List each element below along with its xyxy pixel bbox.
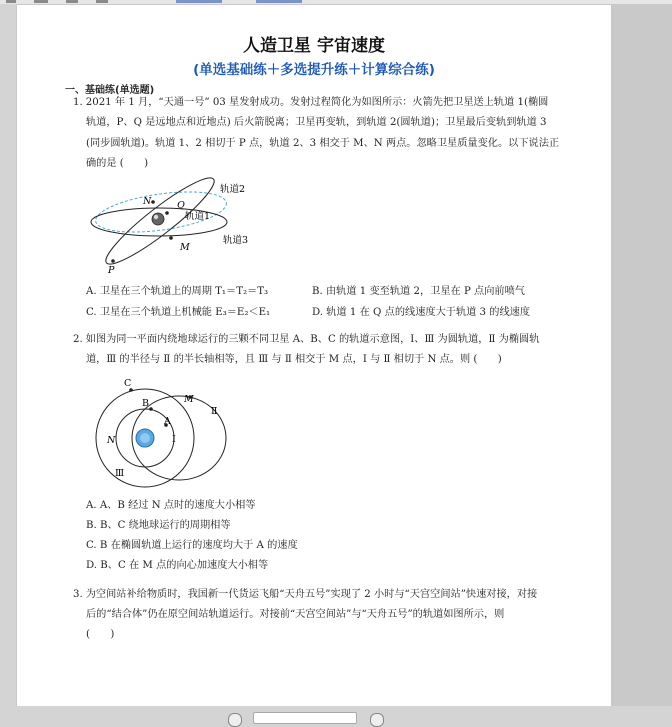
toolbar-button[interactable] (66, 0, 78, 3)
question-1-line: 1. 2021 年 1 月，“天通一号” 03 星发射成功。发射过程简化为如图所示：火箭先把卫星送上轨道 1(椭圆 (73, 97, 549, 108)
earth-icon (152, 213, 164, 225)
toolbar-button[interactable] (6, 0, 16, 3)
document-page (16, 4, 612, 708)
point-label: N (143, 196, 152, 207)
question-3-line: 后的“结合体”仍在原空间站轨道运行。对接前“天宫空间站”与“天舟五号”的轨道如图所示，则 (86, 609, 505, 620)
page-number-input[interactable] (253, 712, 357, 724)
option-a: A. 卫星在三个轨道上的周期 T₁＝T₂＝T₃ (86, 286, 269, 297)
point-label: M (184, 394, 194, 405)
point-label: C (124, 378, 132, 389)
question-2-figure (87, 371, 237, 491)
option-c: C. 卫星在三个轨道上机械能 E₃＝E₂＜E₁ (86, 307, 271, 318)
orbit-label: Ⅰ (172, 434, 176, 445)
section-heading: 一、基础练(单选题) (65, 85, 155, 96)
next-page-button[interactable] (370, 713, 384, 727)
toolbar-button[interactable] (256, 0, 302, 3)
point-label: Q (177, 200, 185, 211)
question-1-line: (同步圆轨道)。轨道 1、2 相切于 P 点，轨道 2、3 相交于 M、N 两点。忽略卫星质量变化。以下说法正 (86, 138, 560, 149)
option-a: A. A、B 经过 N 点时的速度大小相等 (86, 500, 256, 511)
orbit-label: 轨道3 (223, 235, 249, 246)
point-p (111, 259, 115, 263)
earth-highlight (140, 433, 150, 443)
point-label: A (164, 416, 171, 427)
question-1-line: 确的是 ( ) (86, 158, 149, 169)
point-n (151, 200, 155, 204)
question-3-line: 3. 为空间站补给物质时，我国新一代货运飞船“天舟五号”实现了 2 小时与“天宫空间站”快速对接，对接 (73, 589, 538, 600)
point-label: P (108, 265, 115, 275)
orbit-label: 轨道2 (220, 184, 246, 195)
page-subtitle: (单选基础练＋多选提升练＋计算综合练) (193, 62, 435, 78)
orbit-label: 轨道1 (185, 211, 211, 222)
orbit-label: Ⅱ (211, 406, 218, 417)
satellite-b (149, 407, 153, 411)
question-3-line: ( ) (86, 629, 115, 640)
point-m (169, 236, 173, 240)
toolbar-button[interactable] (96, 0, 108, 3)
option-d: D. 轨道 1 在 Q 点的线速度大于轨道 3 的线速度 (312, 307, 531, 318)
point-label: B (142, 398, 149, 409)
page-title: 人造卫星 宇宙速度 (243, 36, 385, 56)
question-2-line: 2. 如图为同一平面内绕地球运行的三颗不同卫星 A、B、C 的轨道示意图，Ⅰ、Ⅲ 为圆轨道，Ⅱ 为椭圆轨 (73, 334, 540, 345)
option-d: D. B、C 在 M 点的向心加速度大小相等 (86, 560, 269, 571)
toolbar-button[interactable] (176, 0, 222, 3)
orbit-label: Ⅲ (115, 468, 125, 479)
side-panel (612, 4, 672, 718)
prev-page-button[interactable] (228, 713, 242, 727)
question-2-line: 道，Ⅲ 的半径与 Ⅱ 的半长轴相等，且 Ⅲ 与 Ⅱ 相交于 M 点，Ⅰ 与 Ⅱ 相切于 N 点。则 ( ) (86, 354, 502, 365)
option-b: B. B、C 绕地球运行的周期相等 (86, 520, 231, 531)
option-c: C. B 在椭圆轨道上运行的速度均大于 A 的速度 (86, 540, 298, 551)
question-1-figure (87, 175, 267, 275)
point-label: M (180, 242, 190, 253)
point-q (165, 211, 169, 215)
option-b: B. 由轨道 1 变至轨道 2，卫星在 P 点向前喷气 (312, 286, 525, 297)
question-1-line: 轨道，P、Q 是远地点和近地点) 后火箭脱离；卫星再变轨，到轨道 2(圆轨道)；卫星最后变轨到轨道 3 (86, 117, 547, 128)
toolbar-button[interactable] (34, 0, 48, 3)
earth-highlight (154, 215, 158, 219)
point-label: N (107, 435, 116, 446)
